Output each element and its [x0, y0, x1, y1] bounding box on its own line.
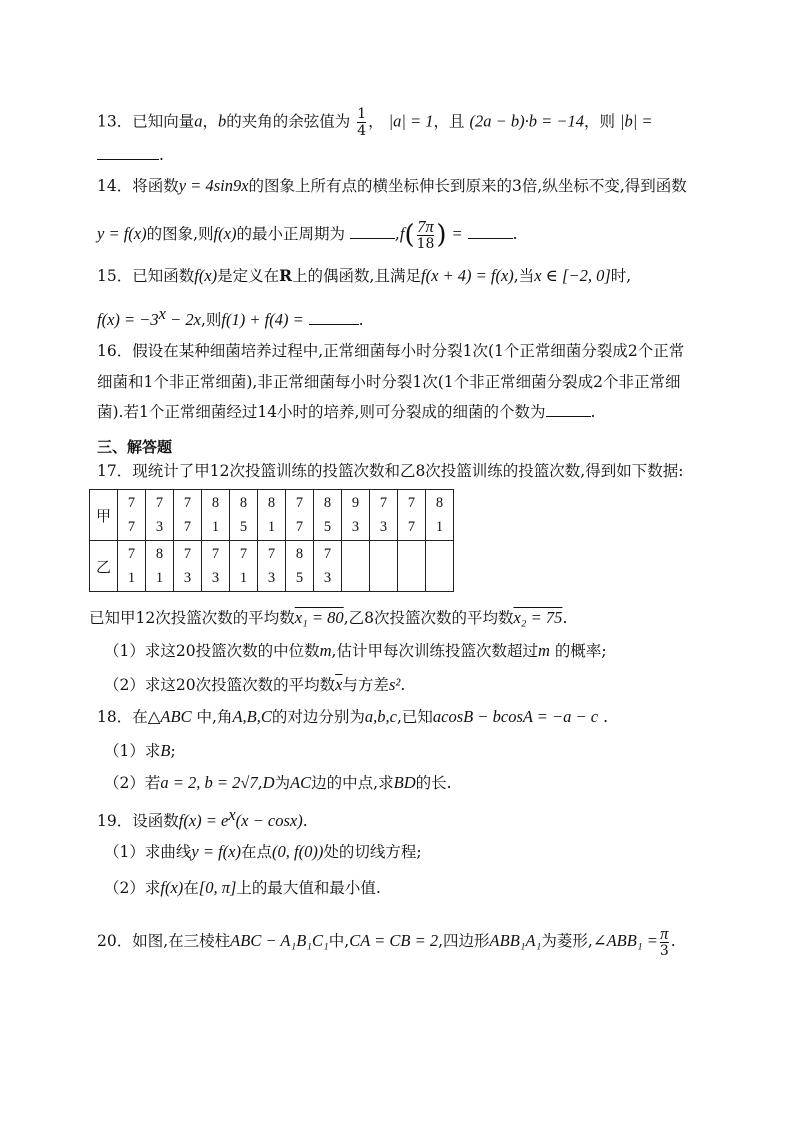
- q20-math: ABC − A₁B₁C₁: [230, 931, 329, 950]
- table-cell: 8 5: [230, 490, 258, 541]
- q18-math: a,b,c: [364, 707, 397, 726]
- q13-text: ，: [202, 112, 218, 131]
- q13-vector-b: b: [218, 111, 227, 131]
- q19-math: f(x): [160, 878, 184, 897]
- question-16-line3: [97, 405, 595, 421]
- q15-math: x ∈ [−2, 0]: [534, 266, 611, 285]
- q13-fraction: [357, 107, 366, 138]
- q19-text: 上的最大值和最小值.: [236, 879, 381, 897]
- q14-blank-1: [350, 236, 395, 239]
- q13-text: ，则: [584, 112, 616, 131]
- q18-text: .: [603, 708, 609, 726]
- q15-blank: [309, 322, 359, 325]
- q15-period: .: [358, 311, 364, 330]
- q14-f: f: [399, 224, 405, 243]
- q20-frac-num: π: [660, 924, 669, 943]
- q18-text: 18．在: [97, 708, 148, 726]
- table-cell: 7 3: [146, 490, 174, 541]
- q13-abs-b: |b| =: [619, 111, 653, 131]
- q15-math: f(x): [194, 266, 218, 285]
- table-cell: 7 7: [398, 490, 426, 541]
- q20-text: 中,: [328, 932, 350, 950]
- q18-text: （1）求: [104, 742, 161, 760]
- q13-text: 13．已知向量: [97, 112, 195, 131]
- q18-text: ;: [170, 742, 176, 760]
- question-19-line1: [97, 807, 308, 830]
- q20-text: 20．如图,在三棱柱: [97, 932, 231, 950]
- question-14-line2: y = f(x)的图象,则f(x)的最小正周期为 ,f( $\frac{7\pi}{18}$ ) = .: [97, 217, 518, 253]
- q14-fraction: [417, 218, 435, 252]
- table-cell: 9 3: [342, 490, 370, 541]
- q13-text: ，且: [433, 112, 465, 131]
- q14-text: 的最小正周期为: [236, 225, 345, 243]
- table-cell: 7 1: [230, 541, 258, 592]
- table-cell: 7 3: [314, 541, 342, 592]
- q13-text: ，: [368, 112, 384, 131]
- q18-part2: [104, 775, 452, 792]
- q15-R: R: [279, 266, 293, 285]
- q19-text: （2）求: [104, 879, 161, 897]
- q19-text: 在: [183, 879, 199, 897]
- question-14-line1: [97, 178, 687, 195]
- table-cell-empty: [426, 541, 454, 592]
- q15-math: − 2x: [166, 310, 201, 330]
- table-cell: 8 1: [202, 490, 230, 541]
- q14-frac-den: 18: [416, 236, 435, 253]
- row-label-yi: 乙: [90, 541, 118, 592]
- q17-math: m: [319, 641, 332, 660]
- q14-text: 的图象上所有点的横坐标伸长到原来的3倍,纵坐标不变,得到函数: [248, 177, 687, 195]
- q18-math: B: [160, 741, 171, 760]
- q19-sup: x: [228, 805, 236, 824]
- q14-eq: =: [451, 224, 463, 243]
- q19-math: [0, π]: [198, 878, 237, 897]
- q14-text: 的图象,则: [146, 225, 214, 243]
- table-cell: 7 3: [174, 541, 202, 592]
- q18-math: acosB − bcosA = −a − c: [432, 707, 599, 726]
- q19-part1: [104, 844, 422, 861]
- q14-frac-num: 7π: [417, 217, 434, 236]
- q15-text: ,则: [200, 311, 222, 330]
- question-18-line1: [97, 709, 608, 726]
- q18-text: 为: [274, 774, 291, 792]
- q15-math: f(x + 4) = f(x): [420, 266, 514, 285]
- q17-means: [89, 610, 567, 627]
- q20-text: ,四边形: [438, 932, 490, 950]
- q15-text: 上的偶函数,且满足: [292, 267, 421, 285]
- question-16-line2: 细菌和1个非正常细菌),非正常细菌每小时分裂1次(1个非正常细菌分裂成2个非正常细: [97, 373, 681, 391]
- q18-text: ,已知: [396, 708, 433, 726]
- q13-abs-a: |a| = 1: [388, 111, 434, 131]
- q18-math: a = 2, b = 2√7: [160, 773, 258, 792]
- q19-text: 19．设函数: [97, 812, 179, 831]
- q18-text: 的对边分别为: [271, 708, 365, 726]
- q18-text: 的长.: [415, 774, 452, 792]
- question-16-line1: 16．假设在某种细菌培养过程中,正常细菌每小时分裂1次(1个正常细菌分裂成2个正常: [97, 342, 685, 360]
- q19-math: f(x) = e: [178, 811, 229, 831]
- table-cell: 7 3: [202, 541, 230, 592]
- table-cell: 7 3: [370, 490, 398, 541]
- table-cell: 8 5: [314, 490, 342, 541]
- question-15-line1: [97, 268, 631, 285]
- q19-text: .: [302, 812, 308, 831]
- table-cell: 7 7: [118, 490, 146, 541]
- q13-dot-product: (2a − b)·b = −14: [469, 111, 585, 131]
- q14-text: 14．将函数: [97, 177, 179, 195]
- q15-math: f(1) + f(4) =: [221, 310, 304, 330]
- q13-answer-blank: .: [97, 148, 164, 164]
- q16-period: .: [590, 403, 596, 421]
- q17-part2: [104, 677, 405, 694]
- q15-sup: x: [158, 304, 166, 323]
- q20-text: 为菱形,: [541, 932, 593, 950]
- q17-mean-jia: x₁ = 80: [294, 608, 344, 627]
- table-cell: 7 1: [118, 541, 146, 592]
- question-13-line1: [97, 107, 653, 138]
- q16-text: 菌).若1个正常细菌经过14小时的培养,则可分裂成的细菌的个数为: [97, 403, 546, 421]
- q14-math: y = f(x): [97, 224, 147, 243]
- q13-text: 的夹角的余弦值为: [226, 112, 351, 131]
- q18-math: AC: [290, 773, 312, 792]
- q20-math: ∠ABB₁ =: [592, 931, 658, 950]
- q18-math: D: [262, 773, 275, 792]
- q17-text: 的概率;: [554, 642, 607, 660]
- q13-frac-den: 4: [357, 122, 367, 139]
- section-heading: 三、解答题: [97, 438, 173, 456]
- q17-text: 已知甲12次投篮次数的平均数: [89, 609, 295, 627]
- q17-math: m: [537, 641, 550, 660]
- q18-text: 中,角: [196, 708, 233, 726]
- q15-text: ,当: [513, 267, 535, 285]
- question-15-line2: [97, 306, 364, 329]
- table-cell: 7 7: [286, 490, 314, 541]
- q14-math: f(x): [213, 224, 237, 243]
- q17-part1: [104, 643, 607, 660]
- q17-text: .: [400, 676, 406, 694]
- q18-text: ,: [257, 774, 263, 792]
- table-cell: 8 5: [286, 541, 314, 592]
- q20-fraction: [660, 925, 669, 959]
- table-row-yi: [90, 541, 454, 592]
- q18-math: △ABC: [147, 707, 192, 726]
- q13-frac-num: 1: [357, 106, 367, 122]
- table-cell: 7 7: [174, 490, 202, 541]
- q19-math: y = f(x): [191, 842, 241, 861]
- table-cell: 7 3: [258, 541, 286, 592]
- q15-text: 15．已知函数: [97, 267, 195, 285]
- q19-text: 在点: [240, 843, 272, 861]
- q17-math: s²: [388, 675, 401, 694]
- row-label-jia: 甲: [90, 490, 118, 541]
- q17-text: ,估计甲每次训练投篮次数超过: [331, 642, 538, 660]
- q15-math: f(x) = −3: [97, 310, 159, 330]
- q18-text: （2）若: [104, 774, 161, 792]
- table-row-jia: [90, 490, 454, 541]
- q18-math: A,B,C: [232, 707, 272, 726]
- q17-math: $\overline{x}$: [335, 675, 343, 694]
- q17-text: ,乙8次投篮次数的平均数: [343, 609, 514, 627]
- table-cell: 8 1: [258, 490, 286, 541]
- q14-blank-2: [468, 236, 513, 239]
- q17-text: 与方差: [342, 676, 389, 694]
- q17-text: （2）求这20次投篮次数的平均数: [104, 676, 336, 694]
- q18-part1: [104, 743, 176, 760]
- question-17-intro: 17．现统计了甲12次投篮训练的投篮次数和乙8次投篮训练的投篮次数,得到如下数据:: [97, 462, 684, 480]
- q20-frac-den: 3: [659, 943, 669, 960]
- table-cell-empty: [370, 541, 398, 592]
- q13-vector-a: a: [194, 111, 203, 131]
- q20-math: CA = CB = 2: [349, 931, 439, 950]
- table-cell: 8 1: [426, 490, 454, 541]
- q16-blank: [546, 414, 591, 417]
- table-cell-empty: [398, 541, 426, 592]
- question-20-line1: [97, 925, 676, 959]
- data-table: [89, 489, 454, 592]
- q19-math: (x − cosx): [235, 811, 303, 831]
- q19-text: （1）求曲线: [104, 843, 192, 861]
- table-cell: 8 1: [146, 541, 174, 592]
- q14-period: .: [512, 225, 518, 243]
- table-cell-empty: [342, 541, 370, 592]
- q15-text: 时,: [610, 267, 632, 285]
- q19-text: 处的切线方程;: [323, 843, 422, 861]
- q17-text: .: [562, 609, 568, 627]
- q15-text: 是定义在: [217, 267, 280, 285]
- q19-math: (0, f(0)): [272, 842, 324, 861]
- q14-function: y = 4sin9x: [178, 176, 249, 195]
- q20-math: ABB₁A₁: [489, 931, 542, 950]
- q20-text: .: [670, 932, 676, 950]
- q17-mean-yi: x₂ = 75: [513, 608, 563, 627]
- q18-text: 边的中点,求: [311, 774, 394, 792]
- q17-text: （1）求这20投篮次数的中位数: [104, 642, 320, 660]
- q18-math: BD: [393, 773, 416, 792]
- q19-part2: [104, 880, 381, 897]
